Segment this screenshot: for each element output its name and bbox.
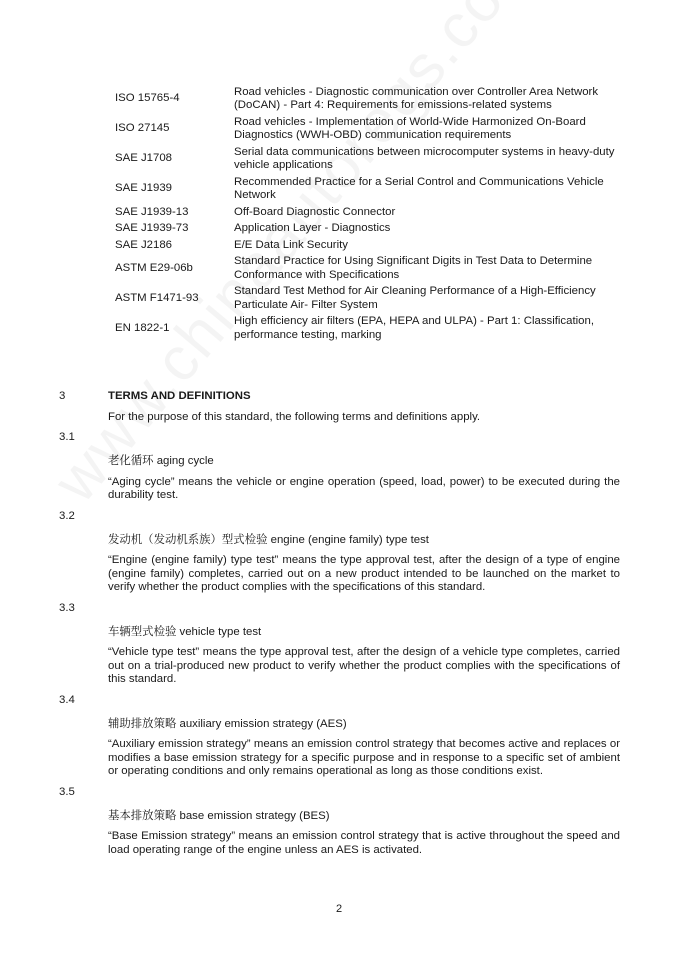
reference-row [108, 221, 620, 238]
term-entry [59, 786, 620, 858]
term-number: 3.1 [59, 431, 75, 443]
reference-code: ASTM F1471-93 [115, 291, 199, 304]
term-number: 3.3 [59, 601, 75, 614]
reference-code: ISO 27145 [115, 122, 170, 135]
section-number: 3 [59, 390, 66, 402]
term-name: 车辆型式检验 vehicle type test [108, 625, 262, 638]
term-number: 3.2 [59, 509, 75, 522]
reference-code: SAE J1939 [115, 182, 172, 195]
term-name: 辅助排放策略 auxiliary emission strategy (AES) [108, 717, 347, 730]
reference-code: EN 1822-1 [115, 321, 170, 334]
term-definition: “Base Emission strategy” means an emission control strategy that is active throughout the speed and load operating range of the engine unless an AES is activated. [108, 830, 620, 856]
reference-code: SAE J1939-73 [115, 222, 189, 234]
reference-code: ASTM E29-06b [115, 261, 193, 274]
term-entry [59, 431, 620, 503]
reference-title: Standard Test Method for Air Cleaning Performance of a High-Efficiency Particulate Air- Filter System [234, 285, 596, 311]
normative-references-table [108, 84, 620, 344]
term-definition: “Auxiliary emission strategy” means an emission control strategy that becomes active and replaces or modifies a base emission strategy for a specific purpose and in response to a specific set of ambient or operating conditions and only remains operational as long as those conditions exist. [108, 738, 620, 777]
reference-title: Road vehicles - Diagnostic communication over Controller Area Network (DoCAN) - Part 4: Requirements for emissions-related systems [234, 85, 599, 111]
reference-code: SAE J1708 [115, 152, 172, 165]
section-heading [59, 390, 620, 404]
term-number: 3.5 [59, 785, 75, 798]
term-name: 发动机（发动机系族）型式检验 engine (engine family) type test [108, 533, 429, 546]
reference-row [108, 284, 620, 314]
reference-title: Application Layer - Diagnostics [234, 222, 391, 234]
term-entry [59, 510, 620, 595]
terms-section [59, 390, 620, 857]
reference-title: High efficiency air filters (EPA, HEPA and ULPA) - Part 1: Classification, performance testing, marking [234, 315, 594, 341]
reference-row [108, 144, 620, 174]
reference-title: E/E Data Link Security [234, 238, 348, 251]
reference-row [108, 114, 620, 144]
reference-row [108, 237, 620, 254]
term-definition: “Vehicle type test” means the type approval test, after the design of a vehicle type completes, carried out on a trial-produced new product to verify whether the product complies with the specifications of this standard. [108, 646, 620, 685]
reference-row [108, 84, 620, 114]
reference-code: SAE J2186 [115, 238, 172, 251]
reference-code: ISO 15765-4 [115, 92, 180, 105]
terms-list [59, 431, 620, 857]
reference-title: Recommended Practice for a Serial Control and Communications Vehicle Network [234, 175, 604, 201]
term-definition: “Aging cycle” means the vehicle or engine operation (speed, load, power) to be executed during the durability test. [108, 475, 620, 501]
section-title: TERMS AND DEFINITIONS [108, 390, 251, 402]
reference-row [108, 254, 620, 284]
reference-title: Standard Practice for Using Significant Digits in Test Data to Determine Conformance with Specifications [234, 255, 593, 281]
reference-title: Road vehicles - Implementation of World-Wide Harmonized On-Board Diagnostics (WWH-OBD) communication requirements [234, 115, 586, 141]
reference-row [108, 174, 620, 204]
term-entry [59, 694, 620, 779]
section-intro: For the purpose of this standard, the following terms and definitions apply. [108, 410, 481, 423]
page-number: 2 [335, 903, 343, 915]
term-definition: “Engine (engine family) type test” means the type approval test, after the design of a type of engine (engine family) completes, carried out on a new product intended to be launched on the market to verify whether the product complies with the specifications of this standard. [108, 554, 620, 593]
term-entry [59, 602, 620, 687]
term-name: 基本排放策略 base emission strategy (BES) [108, 809, 330, 822]
reference-row [108, 204, 620, 221]
reference-row [108, 314, 620, 344]
term-name: 老化循环 aging cycle [108, 455, 214, 467]
reference-title: Off-Board Diagnostic Connector [234, 205, 396, 218]
term-number: 3.4 [59, 693, 75, 706]
reference-code: SAE J1939-13 [115, 205, 189, 218]
reference-title: Serial data communications between microcomputer systems in heavy-duty vehicle applications [234, 145, 615, 171]
